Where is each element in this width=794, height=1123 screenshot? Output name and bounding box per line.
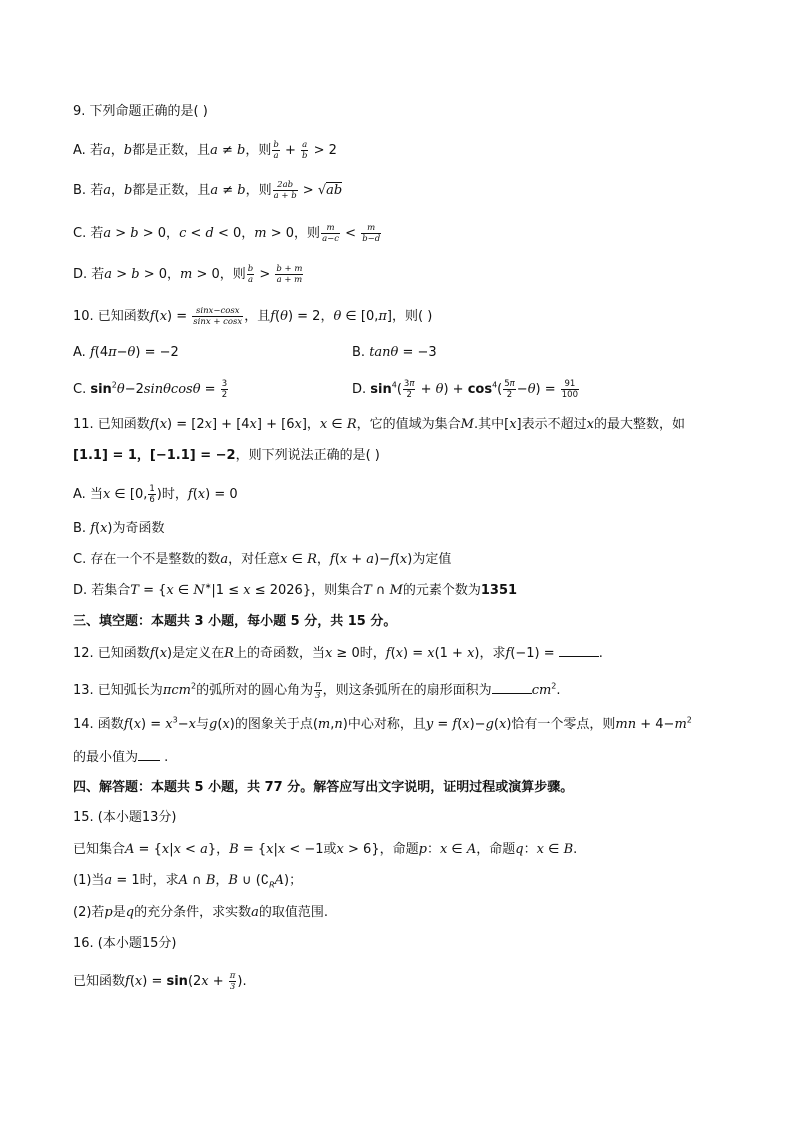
q10-stem: 10. 已知函数f(x) = $\frac{\sin x-\cos x}{\sin x + \cos x}$ ，且f(θ) = 2，θ ∈ [0,π]，则( ) xyxy=(73,306,433,327)
q9-stem: 9. 下列命题正确的是( ) xyxy=(73,104,208,119)
q14: 14. 函数$f(x) = x^3-x$与g(x)的图象关于点(m,n)中心对称，且y = f(x)−g(x)恰有一个零点，则mn + $4-m^2$ xyxy=(73,715,692,732)
q9-option-b: B. 若a，b都是正数，且a ≠ b，则 $\frac{2ab}{a + b}$ > √ab xyxy=(73,180,343,201)
q12: 12. 已知函数f(x)是定义在R上的奇函数，当x ≥ 0时，f(x) = x(1 + x)，求f(−1) = . xyxy=(73,646,603,661)
q9-option-d: D. 若a > b > 0，m > 0，则 $\frac{b}{a}$ > $\frac{b + m}{a + m}$ xyxy=(73,264,303,285)
q12-answer-blank xyxy=(559,644,599,657)
q9-option-a: A. 若a，b都是正数，且a ≠ b，则 $\frac{b}{a}$ + $\frac{a}{b}$ > 2 xyxy=(73,140,337,161)
q10-option-b: B. tanθ = −3 xyxy=(352,345,437,360)
q11-option-b: B. f(x)为奇函数 xyxy=(73,521,165,536)
q15-heading: 15. (本小题13分) xyxy=(73,810,177,825)
q15-part2: (2)若p是q的充分条件，求实数a的取值范围. xyxy=(73,905,329,920)
q14-answer-blank xyxy=(138,748,160,761)
q16-stem: 已知函数f(x) = sin(2x + $\frac{\pi}{3}$ ). xyxy=(73,971,247,992)
section-3-heading: 三、填空题：本题共 3 小题，每小题 5 分，共 15 分。 xyxy=(73,614,397,629)
q11-option-d: D. 若集合T = {x ∈ N∗|1 ≤ x ≤ 2026}，则集合T ∩ M的元素个数为1351 xyxy=(73,581,518,598)
q14-line2: 的最小值为 . xyxy=(73,750,169,765)
q10-option-d: D. $\sin^4$( $\frac{3\pi}{2}$ + $\theta) + \cos^4$( $\frac{5\pi}{2}$ −θ) = $\frac{91}{100}$ xyxy=(352,379,578,400)
q10-option-c: C. $\sin^2\theta-2\sin\theta\cos\theta$ = $\frac{3}{2}$ xyxy=(73,379,228,400)
q11-stem: 11. 已知函数f(x) = [2x] + [4x] + [6x]，x ∈ R，它的值域为集合M.其中[x]表示不超过x的最大整数，如 xyxy=(73,417,685,432)
q13-answer-blank xyxy=(492,681,532,694)
q16-heading: 16. (本小题15分) xyxy=(73,936,177,951)
q11-option-c: C. 存在一个不是整数的数a，对任意x ∈ R，f(x + a)−f(x)为定值 xyxy=(73,552,452,567)
q15-part1: (1)当a = 1时，求A ∩ B，B ∪ $(∁_RA)$； xyxy=(73,873,303,890)
q9-option-c: C. 若a > b > 0，c < d < 0，m > 0，则 $\frac{m}{a-c}$ < $\frac{m}{b-d}$ xyxy=(73,223,381,244)
q11-option-a: A. 当x ∈ [0, $\frac{1}{6}$ )时，f(x) = 0 xyxy=(73,484,238,505)
q13: 13. 已知弧长为πcm$^2$的弧所对的圆心角为 $\frac{\pi}{3}$ ，则这条弧所在的扇形面积为 $cm^2$. xyxy=(73,680,561,701)
q10-option-a: A. f(4π−θ) = −2 xyxy=(73,345,179,360)
section-4-heading: 四、解答题：本题共 5 小题，共 77 分。解答应写出文字说明，证明过程或演算步骤。 xyxy=(73,780,574,795)
q11-stem-line2: [1.1] = 1，[−1.1] = −2，则下列说法正确的是( ) xyxy=(73,448,380,463)
q15-stem: 已知集合A = {x|x < a}，B = {x|x < −1或x > 6}，命题p：x ∈ A，命题q：x ∈ B. xyxy=(73,842,578,857)
